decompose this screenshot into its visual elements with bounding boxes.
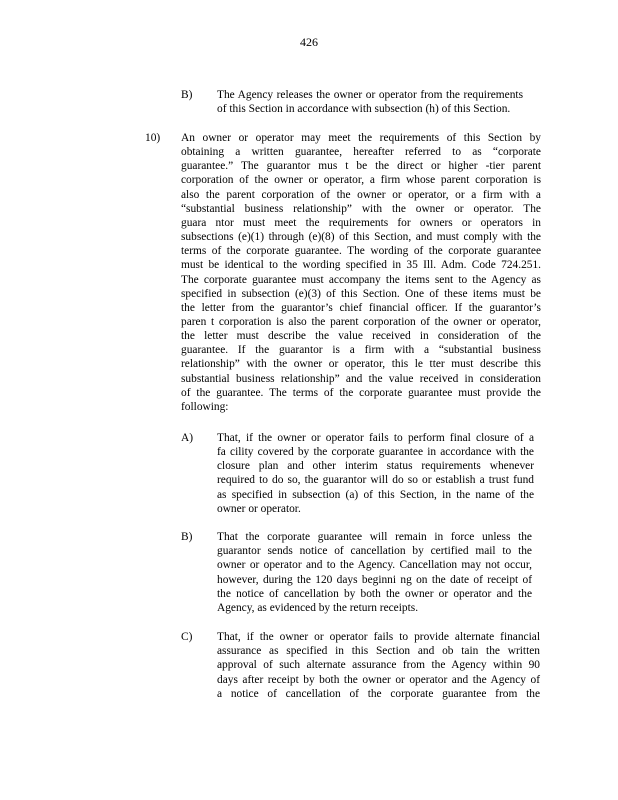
sub-c-line: approval of such alternate assurance from the Agency within 90 [217, 659, 540, 672]
sub-b-line: guarantor sends notice of cancellation by certified mail to the [217, 545, 532, 558]
sub-c-line: days after receipt by both the owner or operator and the Agency of [217, 673, 540, 686]
item-10-line: the letter must describe the value received in consideration of the [181, 330, 541, 343]
item-b-line: of this Section in accordance with subsection (h) of this Section. [217, 103, 511, 115]
sub-c-line: That, if the owner or operator fails to provide alternate financial [217, 631, 540, 643]
item-10-line: corporation of the owner or operator, a firm whose parent corporation is [181, 174, 541, 187]
item-10-line: guarantee. If the guarantor is a firm with a “substantial business [181, 344, 541, 357]
item-10-label: 10) [145, 132, 161, 144]
sub-c-label: C) [181, 631, 193, 643]
sub-a-line: as specified in subsection (a) of this Section, in the name of the [217, 488, 534, 501]
sub-a-line: required to do so, the guarantor will do so or establish a trust fund [217, 474, 534, 487]
sub-b-line: Agency, as evidenced by the return receipts. [217, 601, 419, 614]
sub-b-line: That the corporate guarantee will remain in force unless the [217, 531, 532, 543]
item-10-line: “substantial business relationship” with the owner or operator. The [181, 202, 541, 215]
item-10-line: obtaining a written guarantee, hereafter referred to as “corporate [181, 146, 541, 159]
item-10-line: subsections (e)(1) through (e)(8) of this Section, and must comply with the [181, 231, 541, 244]
item-10-line: specified in subsection (e)(3) of this Section. One of these items must be [181, 287, 541, 300]
item-10-line: The corporate guarantee must accompany the items sent to the Agency as [181, 273, 541, 286]
sub-a-line: owner or operator. [217, 502, 301, 515]
item-10-line: guara ntor must meet the requirements for owners or operators in [181, 216, 541, 229]
item-b-label: B) [181, 89, 193, 101]
page-number: 426 [300, 35, 318, 49]
sub-b-label: B) [181, 531, 193, 543]
sub-a-label: A) [181, 432, 194, 444]
sub-a-line: That, if the owner or operator fails to perform final closure of a [217, 432, 534, 444]
item-10-line: of the guarantee. The terms of the corporate guarantee must provide the [181, 386, 541, 399]
sub-c-line: a notice of cancellation of the corporate guarantee from the [217, 687, 540, 700]
item-10-line: relationship” with the owner or operator, this le tter must describe this [181, 358, 541, 371]
item-10-line: guarantee.” The guarantor mus t be the direct or higher -tier parent [181, 160, 541, 173]
item-10-line: substantial business relationship” and the value received in consideration [181, 372, 541, 385]
sub-b-line: the notice of cancellation by both the owner or operator and the [217, 587, 532, 600]
item-10-line: following: [181, 400, 229, 413]
item-b-line: The Agency releases the owner or operator from the requirements [217, 89, 523, 101]
sub-c-line: assurance as specified in this Section and ob tain the written [217, 645, 540, 658]
item-10-line: the letter from the guarantor’s chief financial officer. If the guarantor’s [181, 301, 541, 314]
item-10-line: An owner or operator may meet the requirements of this Section by [181, 132, 541, 144]
sub-b-line: owner or operator and to the Agency. Cancellation may not occur, [217, 559, 532, 572]
sub-b-line: however, during the 120 days beginni ng on the date of receipt of [217, 573, 532, 586]
item-10-line: terms of the corporate guarantee. The wording of the corporate guarantee [181, 245, 541, 258]
item-10-line: must be identical to the wording specified in 35 Ill. Adm. Code 724.251. [181, 259, 541, 272]
item-10-line: paren t corporation is also the parent corporation of the owner or operator, [181, 316, 541, 328]
item-10-line: also the parent corporation of the owner or operator, or a firm with a [181, 188, 541, 201]
sub-a-line: closure plan and other interim status requirements whenever [217, 460, 534, 473]
sub-a-line: fa cility covered by the corporate guarantee in accordance with the [217, 446, 534, 459]
